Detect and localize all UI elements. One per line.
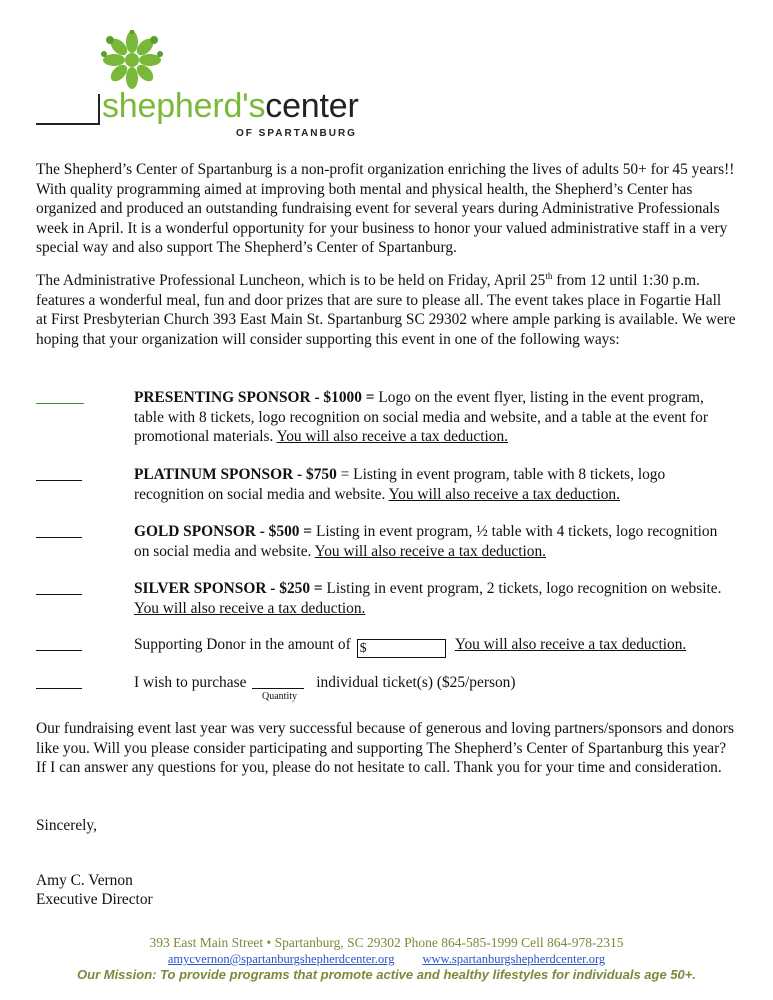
logo-name-green: shepherd's — [102, 87, 266, 125]
sponsor-text — [134, 522, 734, 561]
checkbox-blank[interactable] — [36, 388, 84, 404]
checkbox-blank[interactable] — [36, 673, 82, 689]
donor-amount-field[interactable] — [357, 639, 446, 658]
event-paragraph — [36, 267, 736, 350]
event-paragraph-part2: from 12 until 1:30 p.m. features a wonderful meal, fun and door prizes that are sure to please all. The event takes place in Fogartie Hall at First Presbyterian Church 393 East Main St. Spartanburg SC 29302 where ample parking is available. We were hoping that your organization will consider supporting this event in one of the following ways: — [36, 272, 736, 348]
logo-underline — [36, 123, 98, 125]
signer-title: Executive Director — [36, 891, 153, 908]
quantity-field[interactable] — [252, 673, 304, 689]
sincerely: Sincerely, — [36, 817, 97, 834]
sponsor-desc: Listing in event program, 2 tickets, logo recognition on website. — [322, 580, 722, 597]
tax-deduction-note: You will also receive a tax deduction. — [454, 636, 687, 653]
event-paragraph-sup: th — [545, 271, 553, 281]
sponsor-desc: Logo on the event flyer, listing in the event program, table with 8 tickets, logo recognition on social media and website, and a table at the event for promotional materials. — [134, 389, 708, 446]
logo — [36, 30, 366, 140]
sponsor-desc: = Listing in event program, table with 8 tickets, logo recognition on social media and website. — [134, 466, 666, 503]
logo-wordmark — [102, 86, 359, 126]
signer-name: Amy C. Vernon — [36, 872, 133, 889]
ticket-label-after: individual ticket(s) ($25/person) — [316, 674, 516, 691]
leaf-cluster-icon — [92, 30, 172, 90]
quantity-label: Quantity — [262, 691, 297, 702]
tax-deduction-note: You will also receive a tax deduction. — [276, 428, 509, 446]
sponsor-text — [134, 579, 734, 618]
footer-address: 393 East Main Street • Spartanburg, SC 29302 Phone 864-585-1999 Cell 864-978-2315 — [149, 935, 624, 950]
donor-text — [134, 635, 734, 658]
sponsor-title: PLATINUM SPONSOR - $750 — [134, 466, 337, 483]
sponsor-title: SILVER SPONSOR - $250 = — [134, 580, 323, 597]
currency-symbol: $ — [359, 641, 367, 656]
sponsor-title: GOLD SPONSOR - $500 = — [134, 523, 313, 540]
checkbox-blank[interactable] — [36, 635, 82, 651]
intro-paragraph: The Shepherd’s Center of Spartanburg is a non-profit organization enriching the lives of adults 50+ for 45 years!! With quality programming aimed at improving both mental and physical health, the Shepherd’s Center has organized and produced an outstanding fundraising event for several years during Administrative Professionals week in April. It is a wonderful opportunity for your business to honor your valued administrative staff in a very special way and also support The Shepherd’s Center of Spartanburg. — [36, 161, 735, 257]
logo-bar — [98, 94, 100, 125]
tax-deduction-note: You will also receive a tax deduction. — [314, 542, 547, 560]
checkbox-blank[interactable] — [36, 465, 82, 481]
event-paragraph-part1: The Administrative Professional Luncheon, which is to be held on Friday, April 25 — [36, 272, 546, 290]
checkbox-blank[interactable] — [36, 579, 82, 595]
footer-mission: Our Mission: To provide programs that promote active and healthy lifestyles for individuals age 50+. — [77, 967, 696, 982]
sponsor-desc: Listing in event program, ½ table with 4 tickets, logo recognition on social media and website. — [134, 523, 718, 560]
logo-subtitle: OF SPARTANBURG — [236, 128, 357, 139]
ticket-text — [134, 673, 734, 693]
closing-paragraph: Our fundraising event last year was very successful because of generous and loving partners/sponsors and donors like you. Will you please consider participating and supporting The Shepherd’s Center of Spartanburg this year? If I can answer any questions for you, please do not hesitate to call. Thank you for your time and consideration. — [36, 720, 734, 777]
tax-deduction-note: You will also receive a tax deduction. — [388, 485, 620, 503]
checkbox-blank[interactable] — [36, 522, 82, 538]
logo-name-dark: center — [265, 87, 359, 125]
sponsor-text — [134, 388, 734, 447]
ticket-label-before: I wish to purchase — [134, 674, 247, 691]
sponsor-title: PRESENTING SPONSOR - $1000 = — [134, 389, 375, 406]
tax-deduction-note: You will also receive a tax deduction. — [134, 599, 366, 617]
email-link[interactable]: amycvernon@spartanburgshepherdcenter.org — [167, 952, 395, 966]
donor-label: Supporting Donor in the amount of — [134, 636, 351, 653]
sponsor-text — [134, 465, 734, 504]
website-link[interactable]: www.spartanburgshepherdcenter.org — [422, 952, 606, 966]
footer-links — [0, 952, 773, 967]
